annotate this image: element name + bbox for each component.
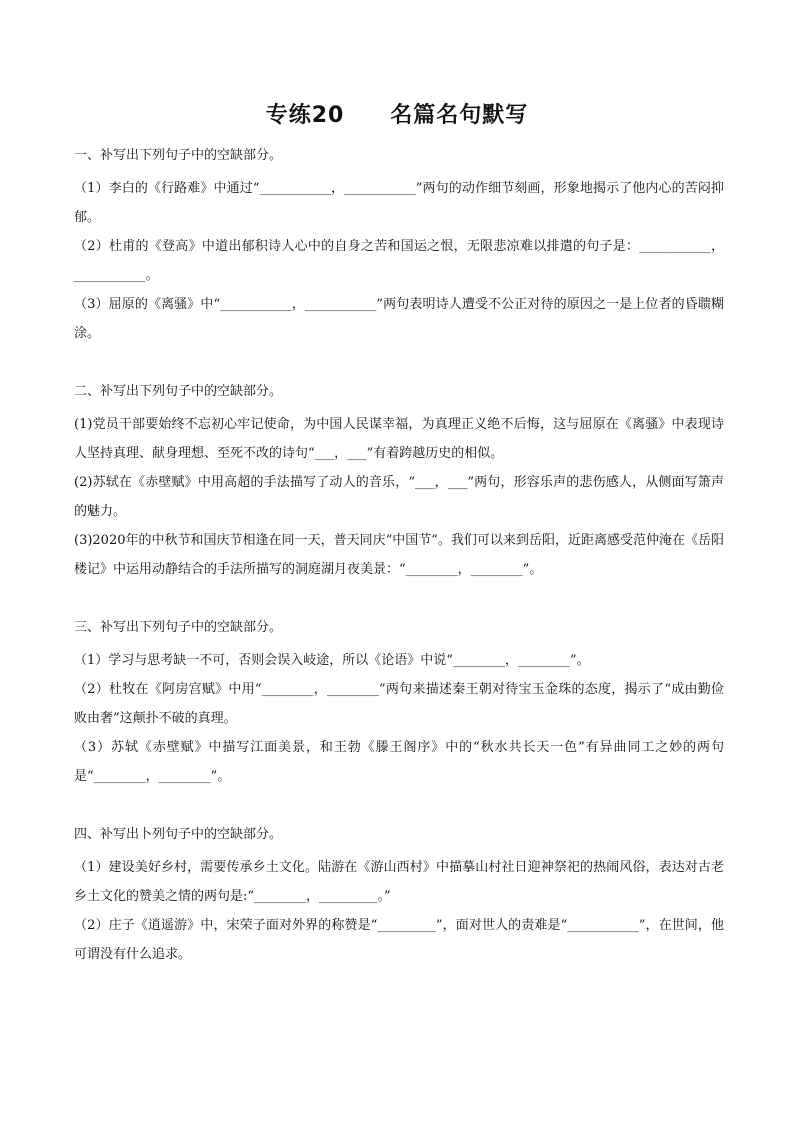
question-item: (3)2020年的中秋节和国庆节相逢在同一天，普天同庆“中国节”。我们可以来到岳阳，近距离感受范仲淹在《岳阳楼记》中运用动静结合的手法所描写的洞庭湖月夜美景：“________，________”。 (74, 533, 724, 577)
question-item: （1）建设美好乡村，需要传承乡土文化。陆游在《游山西村》中描摹山村社日迎神祭祀的热闹风俗，表达对古老乡土文化的赞美之情的两句是:“________，_________。” (74, 860, 724, 904)
question-item: (2)苏轼在《赤壁赋》中用高超的手法描写了动人的音乐，“___，___”两句，形容乐声的悲伤感人，从侧面写箫声的魅力。 (74, 475, 724, 519)
document-body (74, 146, 724, 1003)
question-item: (1)党员干部要始终不忘初心牢记使命，为中国人民谋幸福，为真理正义绝不后悔，这与屈原在《离骚》中表现诗人坚持真理、献身理想、至死不改的诗句“___，___”有着跨越历史的相似。 (74, 417, 724, 461)
question-item: （2）杜甫的《登高》中道出郁积诗人心中的自身之苦和国运之恨，无限悲凉难以排遣的句子是：___________，___________。 (74, 239, 724, 283)
page-title: 专练20 名篇名句默写 (265, 103, 529, 128)
section-heading: 一、补写出下列句子中的空缺部分。 (74, 148, 283, 163)
question-item: （2）庄子《逍遥游》中，宋荣子面对外界的称赞是“_________”，面对世人的责难是“___________”，在世间，他可谓没有什么追求。 (74, 918, 724, 962)
section-2 (74, 382, 724, 584)
section-heading: 四、补写出卜列句子中的空缺部分。 (74, 827, 283, 842)
section-3 (74, 618, 724, 791)
section-heading: 二、补写出下列句子中的空缺部分。 (74, 384, 283, 399)
question-item: （2）杜牧在《阿房宫赋》中用“________，________”两句来描述秦王朝对待宝玉金珠的态度，揭示了“成由勤俭败由奢”这颠扑不破的真理。 (74, 682, 724, 726)
section-1 (74, 146, 724, 348)
question-item: （1）学习与思考缺一不可，否则会误入岐途，所以《论语》中说“________，________”。 (74, 653, 590, 668)
question-item: （3）苏轼《赤壁赋》中描写江面美景，和王勃《滕王阁序》中的“秋水共长天一色”有异曲同工之妙的两句是“________，________”。 (74, 740, 724, 784)
question-item: （1）李白的《行路难》中通过“___________，___________”两句的动作细节刻画，形象地揭示了他内心的苦闷抑郁。 (74, 181, 724, 225)
section-heading: 三、补写出下列句子中的空缺部分。 (74, 620, 283, 635)
section-4 (74, 825, 724, 969)
question-item: （3）屈原的《离骚》中“___________，___________”两句表明诗人遭受不公正对待的原因之一是上位者的昏聩糊涂。 (74, 297, 724, 341)
